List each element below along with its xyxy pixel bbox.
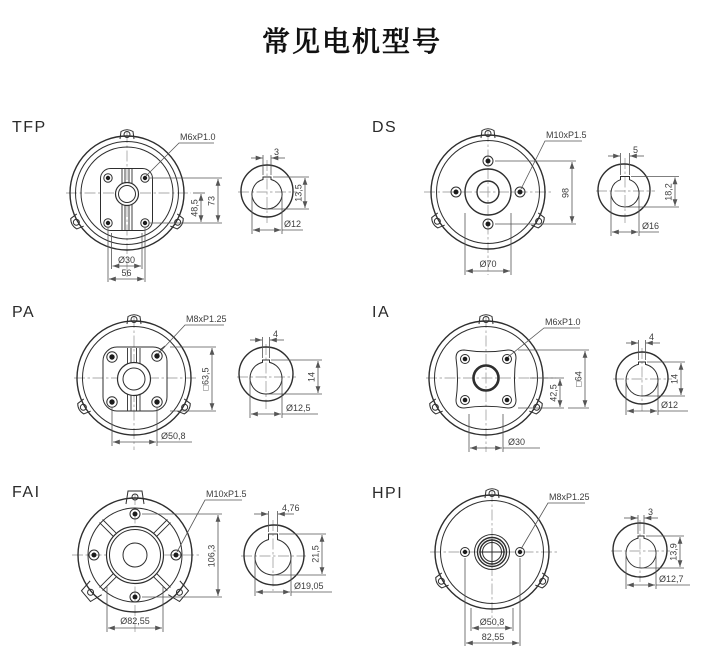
dim-d82-55: Ø82,55 — [120, 616, 150, 626]
dim-d50-8: Ø50,8 — [161, 431, 186, 441]
pa-shaft-dims — [250, 329, 322, 418]
dim-key-width: 3 — [648, 507, 654, 517]
fai-shaft-dims — [254, 503, 332, 596]
pa-flange-drawing — [74, 315, 198, 450]
panel-tfp — [0, 105, 352, 290]
ds-shaft-drawing — [596, 158, 655, 223]
dim-shaft-dia: Ø12,7 — [659, 574, 684, 584]
ds-flange-drawing — [424, 129, 553, 275]
dim-key-height: 18,2 — [663, 183, 674, 201]
dim-key-height: 13,9 — [668, 543, 679, 561]
panel-ia — [352, 290, 704, 470]
panel-fai — [0, 470, 352, 655]
dim-48-5: 48,5 — [189, 199, 200, 217]
dim-d50-8: Ø50,8 — [479, 617, 505, 627]
dim-key-height: 21,5 — [310, 545, 321, 563]
dim-shaft-dia: Ø12 — [661, 400, 679, 410]
dim-key-width: 3 — [274, 147, 280, 157]
hpi-shaft-drawing — [611, 520, 670, 582]
dim-d30: Ø30 — [117, 255, 136, 265]
fai-flange-drawing — [72, 491, 200, 632]
dim-key-width: 4 — [649, 332, 655, 342]
dim-d30: Ø30 — [508, 437, 526, 447]
panel-label: PA — [12, 304, 36, 321]
panel-ds — [352, 105, 704, 290]
thread-spec: M8xP1.25 — [549, 492, 590, 502]
dim-98: 98 — [560, 187, 571, 199]
tfp-shaft-dims — [251, 147, 309, 234]
dim-82-55: 82,55 — [481, 632, 505, 642]
ia-flange-dims — [469, 317, 589, 452]
dim-73: 73 — [206, 195, 217, 207]
panel-label: TFP — [12, 119, 47, 136]
panel-label: FAI — [12, 484, 41, 501]
thread-spec: M10xP1.5 — [206, 489, 247, 499]
panel-pa — [0, 290, 352, 470]
dim-56: 56 — [121, 268, 132, 278]
thread-spec: M10xP1.5 — [546, 130, 587, 140]
dim-key-height: 13,5 — [293, 184, 304, 202]
dim-shaft-dia: Ø12,5 — [286, 403, 311, 413]
dim-sq64: □64 — [573, 371, 584, 387]
ia-flange-drawing — [426, 315, 556, 452]
thread-spec: M8xP1.25 — [186, 314, 227, 324]
panel-label: IA — [372, 304, 391, 321]
page-title: 常见电机型号 — [261, 26, 442, 57]
panel-label: HPI — [372, 485, 404, 502]
tfp-shaft-drawing — [238, 160, 297, 223]
dim-key-width: 4 — [273, 329, 279, 339]
dim-d70: Ø70 — [479, 259, 497, 269]
dim-sq63-5: □63,5 — [200, 367, 211, 391]
dim-key-width: 5 — [633, 145, 639, 155]
dim-shaft-dia: Ø16 — [642, 221, 660, 231]
panel-label: DS — [372, 119, 398, 136]
panel-hpi — [352, 470, 704, 655]
dim-key-width: 4,76 — [282, 503, 300, 513]
dim-42-5: 42,5 — [548, 384, 559, 402]
hpi-flange-drawing — [430, 489, 557, 618]
ds-shaft-dims — [608, 145, 679, 236]
dim-key-height: 14 — [306, 371, 317, 383]
thread-spec: M6xP1.0 — [180, 132, 216, 142]
dim-shaft-dia: Ø19,05 — [294, 581, 324, 591]
dim-key-height: 14 — [669, 373, 680, 385]
dim-106-3: 106,3 — [206, 544, 217, 568]
dim-shaft-dia: Ø12 — [284, 219, 302, 229]
thread-spec: M6xP1.0 — [545, 317, 581, 327]
pa-shaft-drawing — [237, 344, 296, 409]
